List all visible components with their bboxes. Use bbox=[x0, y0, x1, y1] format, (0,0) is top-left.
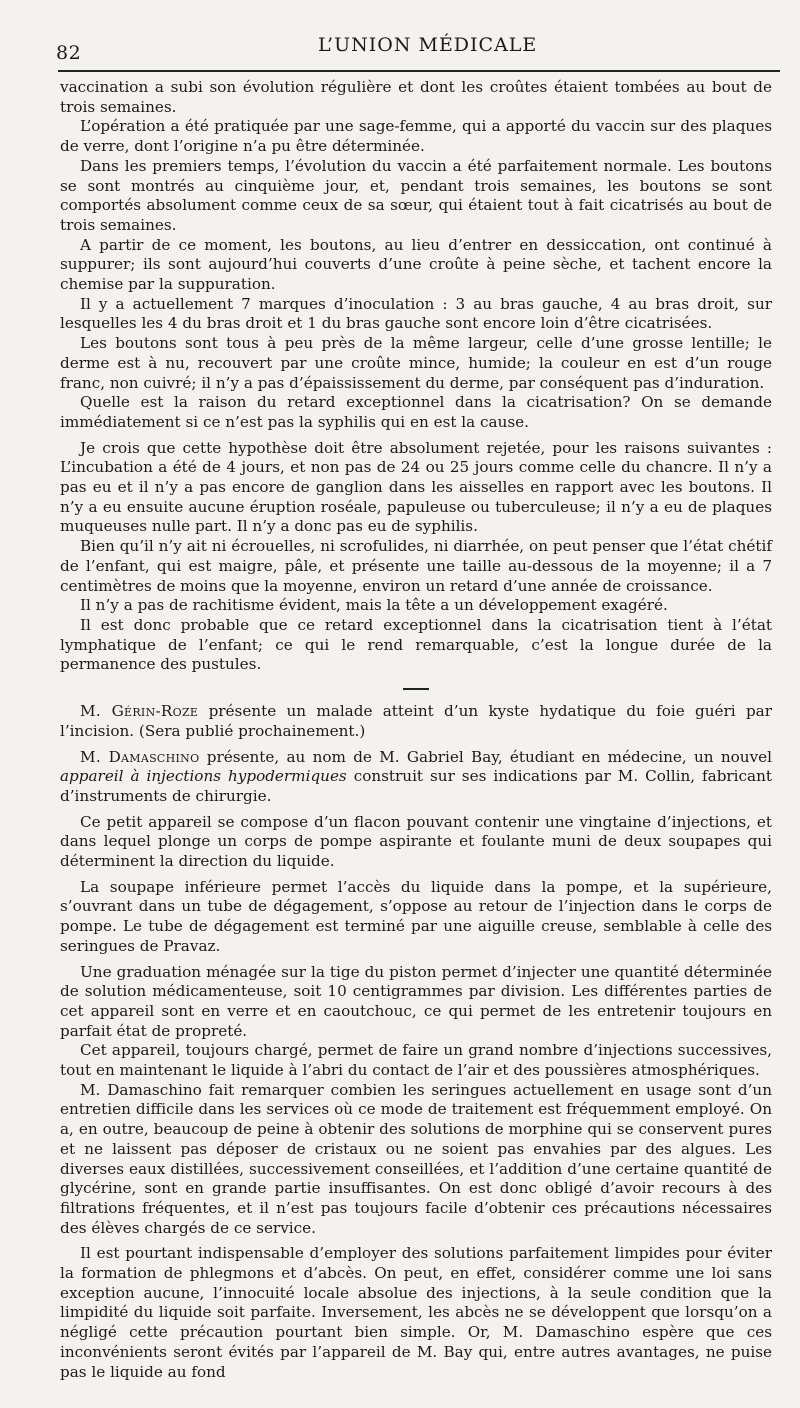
communication-damaschino bbox=[60, 748, 772, 807]
communication-text: présente, au nom de M. Gabriel Bay, étudiant en médecine, un nouvel bbox=[199, 747, 773, 766]
paragraph: Dans les premiers temps, l’évolution du vaccin a été parfaitement normale. Les boutons se sont montrés au cinquième jour, et, pendant trois semaines, les boutons se sont comportés absolument comme ceux de sa sœur, qui étaient tout à fait cicatrisés au bout de trois semaines. bbox=[60, 156, 772, 234]
communication-gerin-roze bbox=[60, 702, 772, 741]
paragraph: Il y a actuellement 7 marques d’inoculation : 3 au bras gauche, 4 au bras droit, sur lesquelles les 4 du bras droit et 1 du bras gauche sont encore loin d’être cicatrisées. bbox=[60, 294, 772, 333]
communication-text: présente un malade atteint d’un kyste hydatique du foie guéri par l’incision. (Sera publié prochainement.) bbox=[60, 702, 772, 740]
paragraph: A partir de ce moment, les boutons, au lieu d’entrer en dessiccation, ont continué à suppurer; ils sont aujourd’hui couverts d’une croûte à peine sèche, et tachent encore la chemise par la suppuration. bbox=[60, 235, 772, 294]
paragraph: Il est donc probable que ce retard exceptionnel dans la cicatrisation tient à l’état lymphatique de l’enfant; ce qui le rend remarquable, c’est la longue durée de la permanence des pustules. bbox=[60, 615, 772, 674]
header-rule bbox=[58, 70, 780, 72]
paragraph: Ce petit appareil se compose d’un flacon pouvant contenir une vingtaine d’injections, et dans lequel plonge un corps de pompe aspirante et foulante muni de deux soupapes qui déterminent la direction du liquide. bbox=[60, 812, 772, 871]
paragraph: Il n’y a pas de rachitisme évident, mais la tête a un développement exagéré. bbox=[80, 596, 668, 615]
article-body bbox=[60, 78, 772, 1382]
paragraph: Bien qu’il n’y ait ni écrouelles, ni scrofulides, ni diarrhée, on peut penser que l’état chétif de l’enfant, qui est maigre, pâle, et présente une taille au-dessous de la moyenne; il a 7 centimètres de moins que la moyenne, environ un retard d’une année de croissance. bbox=[60, 537, 772, 595]
paragraph: Il est pourtant indispensable d’employer des solutions parfaitement limpides pour éviter la formation de phlegmons et d’abcès. On peut, en effet, considérer comme une loi sans exception aucune, l’innocuité locale absolue des injections, à la seule condition que la limpidité du liquide soit parfaite. Inversement, les abcès ne se développent que lorsqu’on a négligé cette précaution pourtant bien simple. Or, M. Damaschino espère que ces inconvénients seront évités par l’appareil de M. Bay qui, entre autres avantages, ne puise pas le liquide au fond bbox=[60, 1244, 772, 1381]
paragraph: Quelle est la raison du retard exceptionnel dans la cicatrisation? On se demande immédiatement si ce n’est pas la syphilis qui en est la cause. bbox=[60, 393, 772, 431]
speaker-name: M. Gérin-Roze bbox=[80, 702, 199, 721]
speaker-name: M. Damaschino bbox=[80, 747, 200, 766]
paragraph: vaccination a subi son évolution régulière et dont les croûtes étaient tombées au bout de trois semaines. bbox=[60, 78, 772, 116]
paragraph: L’opération a été pratiquée par une sage-femme, qui a apporté du vaccin sur des plaques de verre, dont l’origine n’a pu être déterminée. bbox=[60, 117, 772, 156]
section-separator bbox=[403, 688, 429, 690]
page-number: 82 bbox=[56, 42, 82, 64]
paragraph: Cet appareil, toujours chargé, permet de faire un grand nombre d’injections successives, tout en maintenant le liquide à l’abri du contact de l’air et des poussières atmosphériques. bbox=[60, 1041, 772, 1080]
paragraph: Les boutons sont tous à peu près de la même largeur, celle d’une grosse lentille; le derme est à nu, recouvert par une croûte mince, humide; la couleur en est d’un rouge franc, non cuivré; il n’y a pas d’épaississement du derme, par conséquent pas d’induration. bbox=[60, 334, 772, 392]
paragraph: Je crois que cette hypothèse doit être absolument rejetée, pour les raisons suivantes : L’incubation a été de 4 jours, et non pas de 24 ou 25 jours comme celle du chancre. Il n’y a pas eu et il n’y a pas encore de ganglion dans les aisselles en rapport avec les boutons. Il n’y a eu ensuite aucune éruption roséale, papuleuse ou tuberculeuse; il n’y a eu de plaques muqueuses nulle part. Il n’y a donc pas eu de syphilis. bbox=[60, 438, 772, 536]
running-title: L’UNION MÉDICALE bbox=[318, 34, 538, 56]
paragraph: M. Damaschino fait remarquer combien les seringues actuellement en usage sont d’un entretien difficile dans les services où ce mode de traitement est fréquemment employé. On a, en outre, beaucoup de peine à obtenir des solutions de morphine qui se conservent pures et ne laissent pas déposer de cristaux ou ne soient pas envahies par des algues. Les diverses eaux distillées, successivement conseillées, et l’addition d’une certaine quantité de glycérine, sont en grande partie insuffisantes. On est donc obligé d’avoir recours à des filtrations fréquentes, et il n’est pas toujours facile d’obtenir ces précautions nécessaires des élèves chargés de ce service. bbox=[60, 1080, 772, 1237]
device-name: appareil à injections hypodermiques bbox=[60, 767, 347, 786]
paragraph: Une graduation ménagée sur la tige du piston permet d’injecter une quantité déterminée de solution médicamenteuse, soit 10 centigrammes par division. Les différentes parties de cet appareil sont en verre et en caoutchouc, ce qui permet de les entretenir toujours en parfait état de propreté. bbox=[60, 962, 772, 1040]
communication-text: construit sur ses indications par M. Collin, fabricant d’instruments de chirurgie. bbox=[60, 767, 772, 805]
page-header bbox=[56, 24, 780, 74]
paragraph: La soupape inférieure permet l’accès du liquide dans la pompe, et la supérieure, s’ouvrant dans un tube de dégagement, s’oppose au retour de l’injection dans le corps de pompe. Le tube de dégagement est terminé par une aiguille creuse, semblable à celle des seringues de Pravaz. bbox=[60, 877, 772, 955]
